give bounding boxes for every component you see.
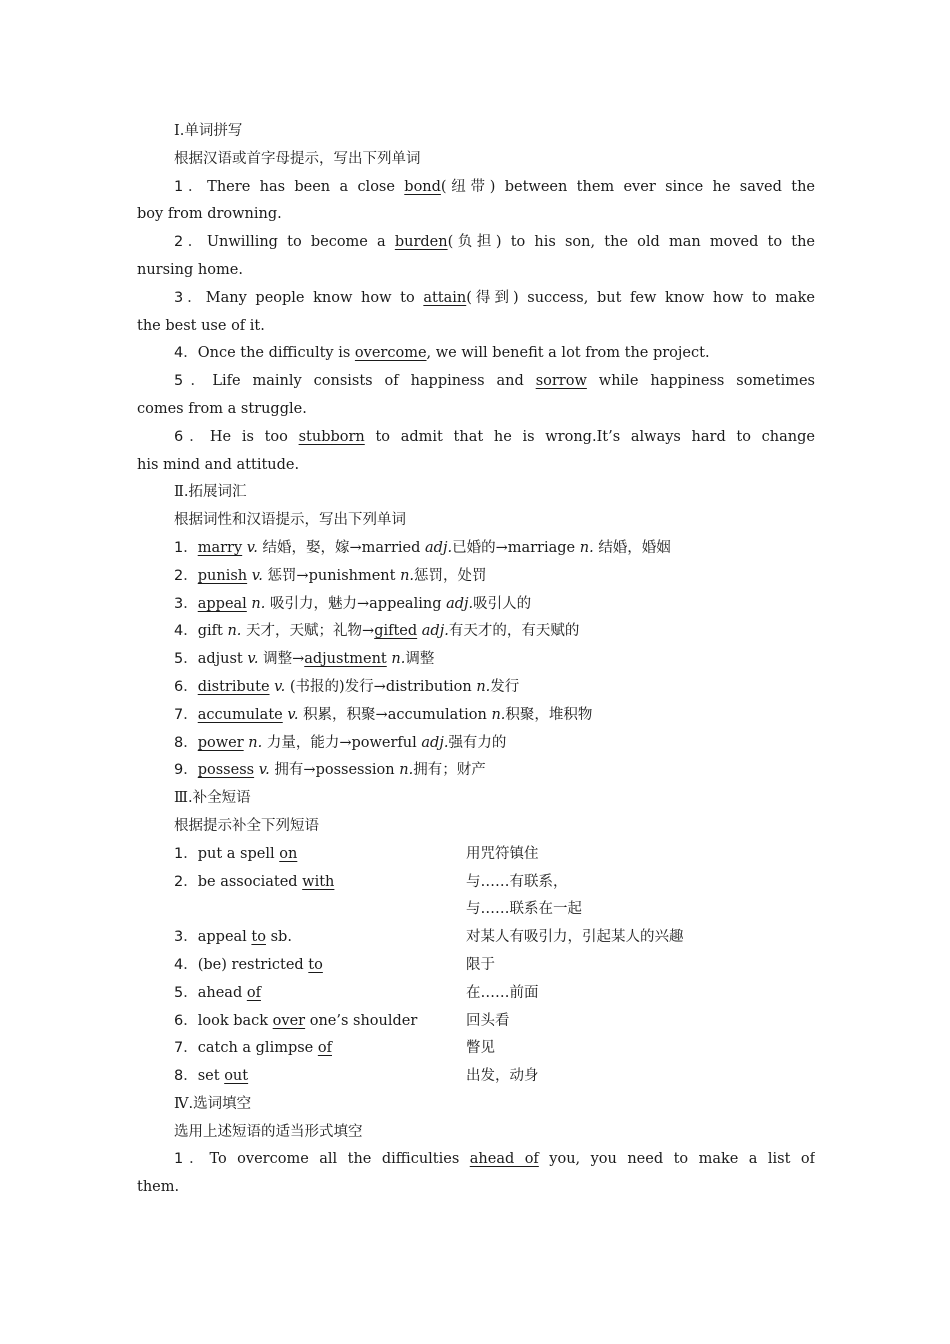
section-2-title: Ⅱ.拓展词汇 [174, 484, 247, 501]
meaning: 结婚，婚姻 [598, 539, 671, 556]
given-word: powerful [351, 734, 417, 751]
s1-item-4: 4．Once the difficulty is overcome, we will benefit a lot from the project. [174, 345, 710, 362]
item-number: 8． [174, 734, 198, 751]
given-word: adjust [197, 651, 243, 668]
part-of-speech: n. [491, 706, 506, 723]
given-word: married [361, 539, 421, 556]
part-of-speech: adj. [425, 539, 453, 556]
answer-blank: gifted [374, 623, 418, 640]
phrase-list [137, 841, 815, 1091]
phrase-row-cont [137, 896, 815, 924]
item-number: 3． [174, 595, 198, 612]
section-2-instruction: 根据词性和汉语提示，写出下列单词 [174, 512, 406, 529]
given-word: distribution [385, 678, 472, 695]
phrase-meaning: 瞥见 [466, 1040, 495, 1057]
part-of-speech: adj. [446, 595, 474, 612]
phrase-meaning: 回头看 [466, 1012, 510, 1029]
vocab-row [137, 757, 815, 785]
given-word: appealing [369, 595, 442, 612]
phrase [174, 841, 466, 869]
meaning: 发行 [490, 678, 520, 695]
phrase [174, 1063, 466, 1091]
part-of-speech: v. [247, 651, 259, 668]
section-1-instruction: 根据汉语或首字母提示，写出下列单词 [174, 150, 421, 167]
part-of-speech: n. [227, 623, 242, 640]
phrase-start: ahead [197, 984, 247, 1001]
phrase [174, 869, 466, 897]
section-1-title: Ⅰ.单词拼写 [174, 123, 243, 139]
s1-item-1-line2: boy from drowning. [137, 206, 282, 223]
answer-blank: distribute [197, 678, 270, 695]
answer-blank: of [317, 1040, 332, 1057]
meaning: 惩罚，处罚 [414, 567, 487, 584]
item-number: 4． [174, 956, 198, 973]
phrase-start: (be) restricted [197, 956, 309, 973]
item-number: 5． [174, 984, 198, 1001]
vocab-row [137, 646, 815, 674]
answer-blank: overcome [354, 345, 427, 362]
s1-item-1-line1: 1．There has been a close bond(纽带) between them ever since he saved the [174, 178, 815, 195]
meaning: 调整→ [263, 651, 305, 668]
item-number: 1． [174, 539, 198, 556]
meaning: 惩罚→ [267, 567, 309, 584]
part-of-speech: v. [251, 567, 263, 584]
meaning: 吸引人的 [473, 595, 532, 612]
phrase-row [137, 1035, 815, 1063]
meaning: 拥有→ [274, 762, 316, 779]
phrase-row [137, 980, 815, 1008]
phrase [174, 1008, 466, 1036]
phrase-meaning: 限于 [466, 956, 495, 973]
phrase [174, 952, 466, 980]
answer-blank: bond [404, 178, 441, 195]
phrase-start: be associated [197, 873, 303, 890]
answer-blank: ahead of [469, 1151, 539, 1168]
phrase-end: sb. [265, 929, 292, 946]
answer-blank: stubborn [298, 428, 365, 445]
section-3-title: Ⅲ.补全短语 [174, 790, 251, 807]
phrase [174, 924, 466, 952]
meaning: 强有力的 [448, 734, 507, 751]
part-of-speech: n. [248, 734, 263, 751]
given-word: punishment [308, 567, 396, 584]
phrase-start: set [197, 1068, 225, 1085]
part-of-speech: n. [391, 651, 406, 668]
meaning: 天才，天赋；礼物→ [246, 623, 375, 640]
phrase-end: one’s shoulder [305, 1012, 418, 1029]
s1-item-6-line1: 6．He is too stubborn to admit that he is wrong.It’s always hard to change [174, 428, 815, 445]
answer-blank: possess [197, 762, 255, 779]
part-of-speech: n. [400, 567, 415, 584]
vocab-row [137, 674, 815, 702]
item-number: 1． [174, 845, 198, 862]
phrase-start: catch a glimpse [197, 1040, 318, 1057]
vocab-row [137, 618, 815, 646]
meaning: 力量，能力→ [266, 734, 352, 751]
phrase-row [137, 952, 815, 980]
phrase-row [137, 1063, 815, 1091]
phrase-meaning: 在……前面 [466, 984, 539, 1001]
part-of-speech: v. [258, 762, 270, 779]
given-word: gift [197, 623, 223, 640]
answer-blank: to [308, 956, 323, 973]
phrase-row [137, 1008, 815, 1036]
answer-blank: appeal [197, 595, 247, 612]
s1-item-5-line1: 5．Life mainly consists of happiness and sorrow while happiness sometimes [174, 373, 815, 390]
answer-blank: sorrow [535, 373, 587, 390]
answer-blank: power [197, 734, 244, 751]
meaning: 拥有；财产 [413, 762, 486, 779]
meaning: 已婚的→marriage [452, 539, 576, 556]
part-of-speech: v. [287, 706, 299, 723]
answer-blank: to [251, 929, 266, 946]
item-number: 6． [174, 1012, 198, 1029]
meaning: 结婚，娶，嫁→ [262, 539, 362, 556]
section-4-instruction: 选用上述短语的适当形式填空 [174, 1123, 363, 1140]
item-number: 2． [174, 873, 198, 890]
meaning: (书报的)发行→ [289, 678, 386, 695]
answer-blank: of [246, 984, 261, 1001]
phrase-meaning: 对某人有吸引力，引起某人的兴趣 [466, 929, 684, 946]
answer-blank: on [279, 845, 298, 862]
item-number: 5． [174, 651, 198, 668]
vocab-row [137, 591, 815, 619]
meaning: 有天才的，有天赋的 [448, 623, 580, 640]
item-number: 2． [174, 567, 198, 584]
given-word: possession [315, 762, 395, 779]
answer-blank: over [272, 1012, 306, 1029]
answer-blank: accumulate [197, 706, 283, 723]
worksheet-content [137, 118, 815, 1202]
answer-blank: punish [197, 567, 248, 584]
item-number: 9． [174, 762, 198, 779]
meaning: 调整 [405, 651, 435, 668]
phrase-meaning: 与……联系在一起 [466, 901, 582, 918]
answer-blank: attain [423, 289, 467, 306]
s4-item-1-line2: them. [137, 1179, 180, 1196]
part-of-speech: adj. [421, 623, 449, 640]
meaning: 吸引力，魅力→ [269, 595, 370, 612]
answer-blank: out [224, 1068, 249, 1085]
vocab-row [137, 702, 815, 730]
phrase-meaning: 与……有联系， [466, 873, 568, 890]
s1-item-2-line2: nursing home. [137, 261, 243, 278]
part-of-speech: n. [579, 539, 594, 556]
vocab-row [137, 730, 815, 758]
vocab-row [137, 535, 815, 563]
phrase-meaning: 用咒符镇住 [466, 845, 539, 862]
s1-item-2-line1: 2．Unwilling to become a burden(负担) to his son, the old man moved to the [174, 234, 815, 251]
part-of-speech: adj. [421, 734, 449, 751]
item-number: 7． [174, 1040, 198, 1057]
s4-item-1-line1: 1．To overcome all the difficulties ahead of you, you need to make a list of [174, 1151, 815, 1168]
item-number: 7． [174, 706, 198, 723]
item-number: 3． [174, 929, 198, 946]
phrase-meaning: 出发，动身 [466, 1068, 539, 1085]
phrase-start: appeal [197, 929, 252, 946]
phrase-row [137, 869, 815, 897]
phrase [174, 980, 466, 1008]
part-of-speech: v. [274, 678, 286, 695]
meaning: 积累，积聚→ [303, 706, 388, 723]
part-of-speech: v. [246, 539, 258, 556]
part-of-speech: n. [476, 678, 491, 695]
answer-blank: adjustment [304, 651, 387, 668]
section-4-title: Ⅳ.选词填空 [174, 1095, 252, 1112]
vocab-list [137, 535, 815, 785]
s1-item-5-line2: comes from a struggle. [137, 400, 307, 417]
phrase-start: put a spell [197, 845, 280, 862]
meaning: 积聚，堆积物 [505, 706, 593, 723]
phrase-row [137, 924, 815, 952]
part-of-speech: n. [251, 595, 266, 612]
phrase-row [137, 841, 815, 869]
phrase-start: look back [197, 1012, 273, 1029]
phrase [174, 1035, 466, 1063]
given-word: accumulation [387, 706, 487, 723]
item-number: 4． [174, 623, 198, 640]
part-of-speech: n. [399, 762, 414, 779]
answer-blank: marry [197, 539, 243, 556]
s1-item-3-line2: the best use of it. [137, 317, 265, 334]
section-3-instruction: 根据提示补全下列短语 [174, 817, 319, 834]
answer-blank: burden [394, 234, 448, 251]
item-number: 6． [174, 678, 198, 695]
s1-item-3-line1: 3．Many people know how to attain(得到) success, but few know how to make [174, 289, 815, 306]
answer-blank: with [302, 873, 335, 890]
vocab-row [137, 563, 815, 591]
s1-item-6-line2: his mind and attitude. [137, 456, 300, 473]
item-number: 8． [174, 1068, 198, 1085]
